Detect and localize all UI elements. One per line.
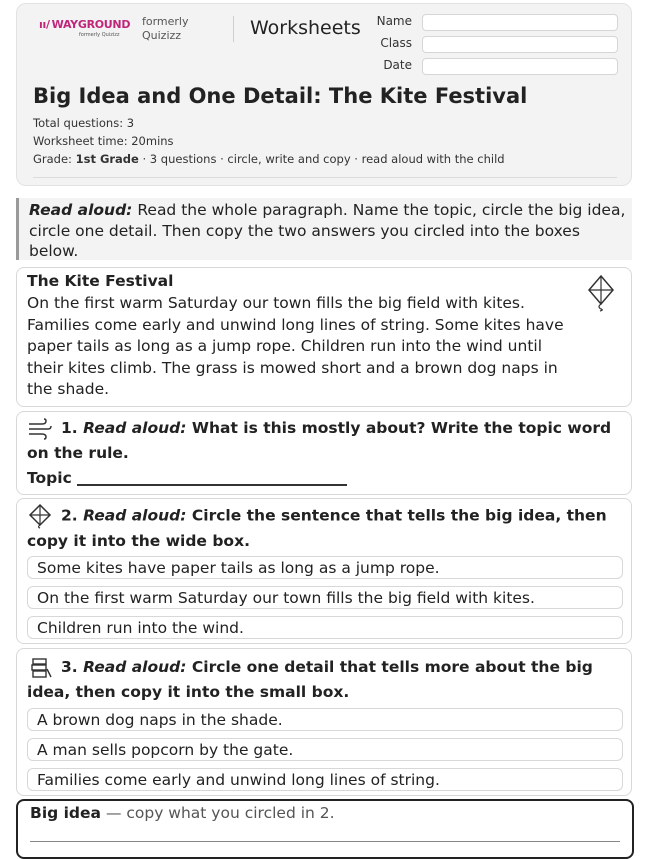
kite-icon [587, 274, 615, 312]
read-aloud-instruction: Read aloud: Read the whole paragraph. Name the topic, circle the big idea, circle one detail. Then copy the two answers you circled into the boxes below. [16, 198, 632, 260]
header-rule [33, 177, 617, 178]
passage-card [16, 267, 632, 407]
detail-option-2[interactable]: A man sells popcorn by the gate. [27, 738, 623, 761]
header-divider [233, 16, 234, 42]
big-idea-label: Big idea — copy what you circled in 2. [30, 804, 335, 822]
question-2-prompt: 2. Read aloud: Circle the sentence that tells the big idea, then copy it into the wide box. [27, 503, 619, 554]
question-1-card [16, 411, 632, 495]
wind-icon [27, 418, 53, 440]
worksheet-title: Big Idea and One Detail: The Kite Festival [33, 84, 528, 108]
date-field[interactable] [422, 58, 618, 75]
class-label: Class [380, 36, 412, 50]
worksheet-time: Worksheet time: 20mins [33, 134, 174, 148]
question-3-card [16, 648, 632, 796]
detail-option-3[interactable]: Families come early and unwind long lines of string. [27, 768, 623, 791]
class-field[interactable] [422, 36, 618, 53]
topic-label: Topic [27, 469, 72, 487]
wayground-logo: ıı/ WAYGROUND formerly Quizizz [39, 18, 131, 38]
big-idea-answer-box[interactable] [16, 799, 634, 859]
passage-title: The Kite Festival [27, 272, 174, 290]
worksheets-label: Worksheets [250, 17, 361, 39]
books-icon [27, 656, 53, 680]
total-questions: Total questions: 3 [33, 116, 135, 130]
question-1-prompt: 1. Read aloud: What is this mostly about? Write the topic word on the rule. [27, 419, 612, 462]
worksheet-header [16, 3, 632, 186]
name-field[interactable] [422, 14, 618, 31]
big-idea-option-1[interactable]: Some kites have paper tails as long as a jump rope. [27, 556, 623, 579]
big-idea-option-3[interactable]: Children run into the wind. [27, 616, 623, 639]
name-label: Name [376, 14, 412, 28]
detail-option-1[interactable]: A brown dog naps in the shade. [27, 708, 623, 731]
question-3-prompt: 3. Read aloud: Circle one detail that tells more about the big idea, then copy it into the small box. [27, 655, 619, 705]
date-label: Date [383, 58, 412, 72]
formerly-quizizz: formerly Quizizz [142, 15, 189, 42]
big-idea-option-2[interactable]: On the first warm Saturday our town fills the big field with kites. [27, 586, 623, 609]
question-2-card [16, 498, 632, 644]
topic-answer-line[interactable] [77, 484, 347, 486]
grade-line: Grade: 1st Grade · 3 questions · circle, write and copy · read aloud with the child [33, 152, 505, 166]
kite-icon [27, 503, 53, 529]
passage-text: On the first warm Saturday our town fills the big field with kites. Families come early and unwind long lines of string. Some kites have paper tails as long as a jump rope. Children run into the wind until their kites climb. The grass is mowed short and a brown dog naps in the shade. [27, 294, 564, 398]
